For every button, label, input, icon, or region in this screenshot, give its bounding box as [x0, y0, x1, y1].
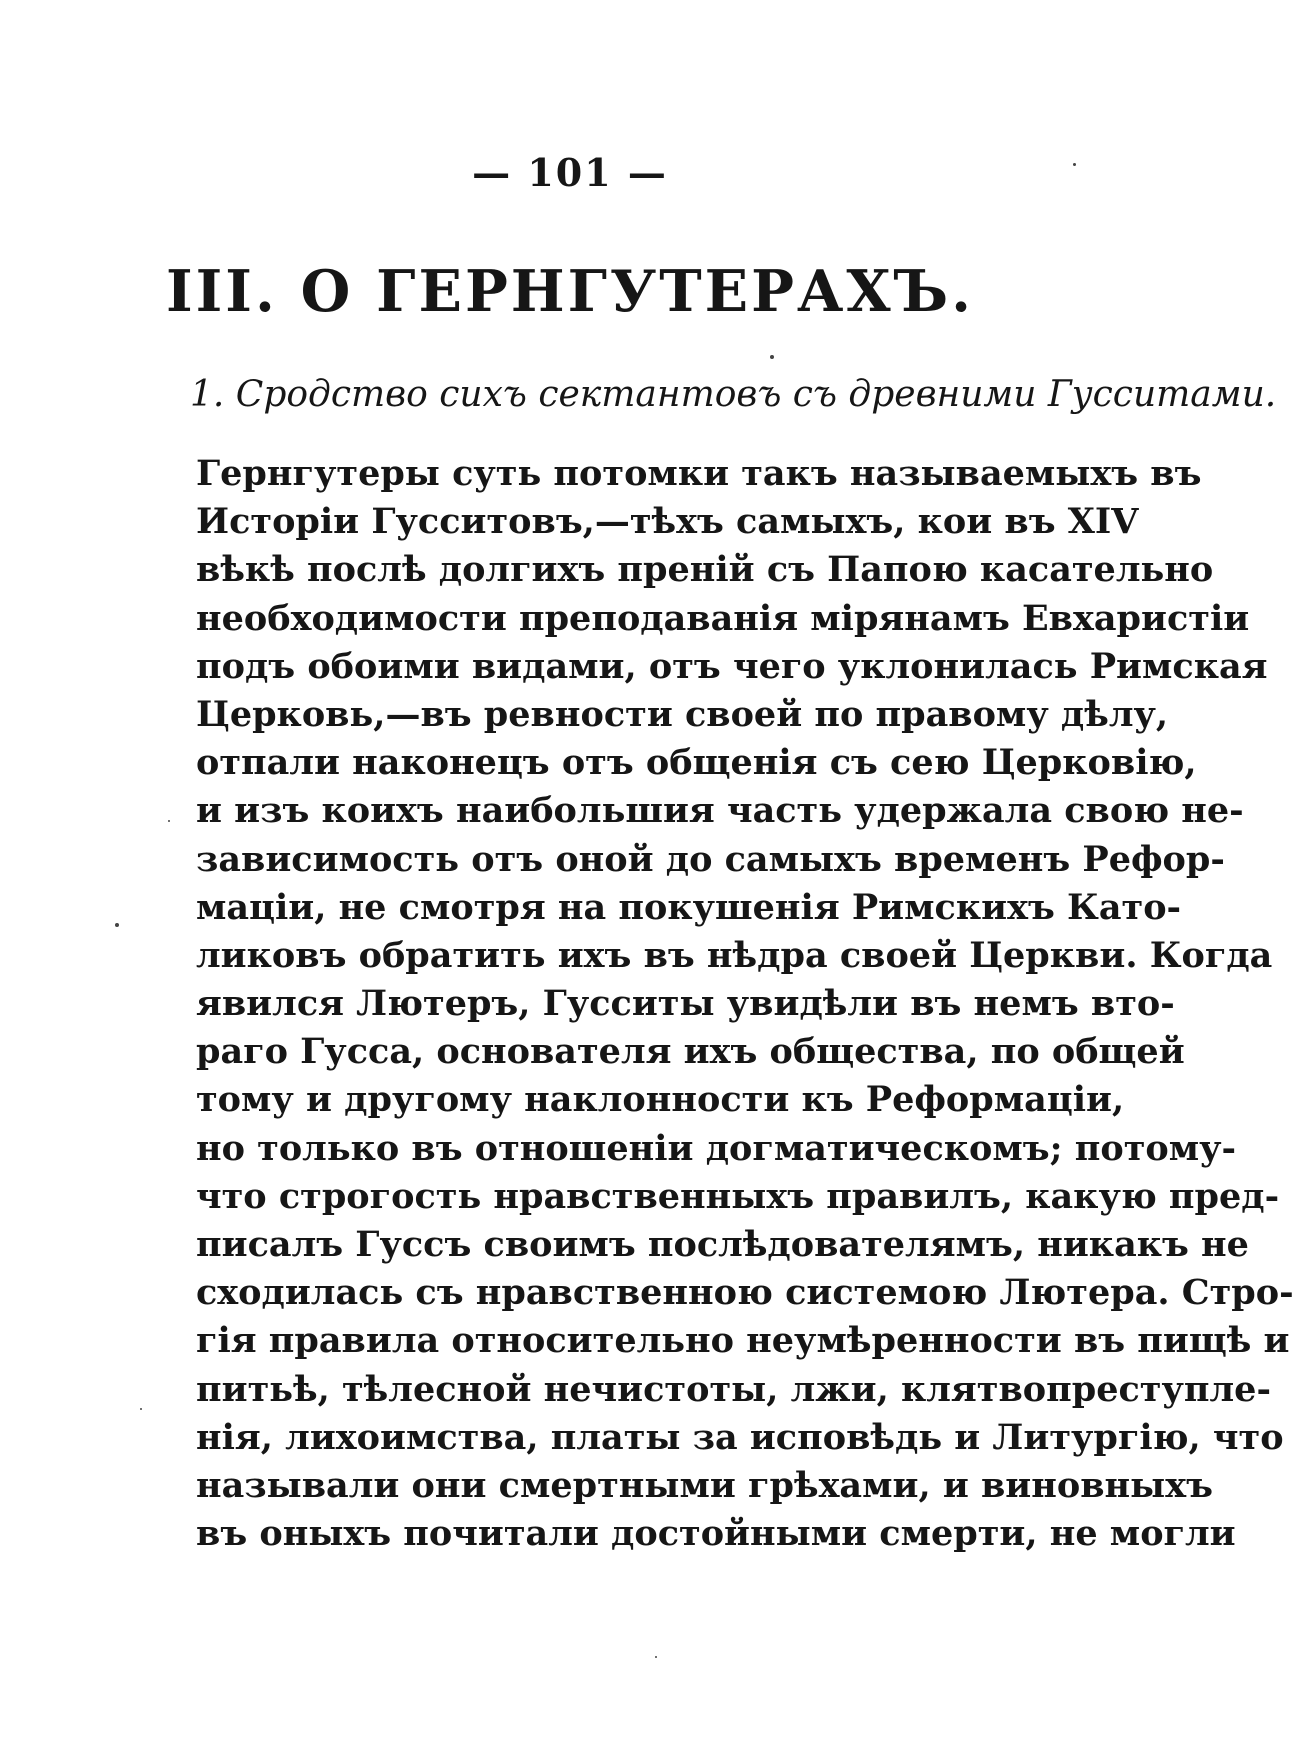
text-line: въ оныхъ почитали достойными смерти, не могли — [196, 1513, 1236, 1555]
text-line: подъ обоими видами, отъ чего уклонилась Римская — [196, 645, 1268, 687]
scan-speck — [770, 355, 774, 359]
text-line: и изъ коихъ наибольшия часть удержала свою не- — [196, 790, 1244, 832]
scan-speck — [140, 1408, 142, 1410]
text-line: зависимость отъ оной до самыхъ временъ Рефор- — [196, 838, 1225, 880]
text-line: маціи, не смотря на покушенія Римскихъ Като- — [196, 886, 1182, 928]
text-line: необходимости преподаванія мірянамъ Евхаристіи — [196, 597, 1250, 639]
text-line: Церковь,—въ ревности своей по правому дѣлу, — [196, 693, 1169, 735]
text-line: питьѣ, тѣлесной нечистоты, лжи, клятвопреступле- — [196, 1368, 1271, 1410]
text-line: гія правила относительно неумѣренности въ пищѣ и — [196, 1320, 1290, 1362]
body-text — [196, 450, 1294, 1558]
text-line: ликовъ обратить ихъ въ нѣдра своей Церкви. Когда — [196, 934, 1273, 976]
text-line: что строгость нравственныхъ правилъ, какую пред- — [196, 1175, 1280, 1217]
section-title: 1. Сродство сихъ сектантовъ съ древними Гусситами. — [190, 374, 1277, 415]
chapter-title: III. О ГЕРНГУТЕРАХЪ. — [165, 258, 975, 325]
text-line: Гернгутеры суть потомки такъ называемыхъ въ — [196, 453, 1202, 494]
text-line: тому и другому наклонности къ Реформаціи, — [196, 1079, 1125, 1121]
text-line: сходилась съ нравственною системою Лютера. Стро- — [196, 1272, 1294, 1314]
text-line: раго Гусса, основателя ихъ общества, по общей — [196, 1031, 1185, 1073]
text-line: явился Лютеръ, Гусситы увидѣли въ немъ вто- — [196, 983, 1175, 1025]
text-line: отпали наконецъ отъ общенія съ сею Церковію, — [196, 742, 1197, 784]
text-line: нія, лихоимства, платы за исповѣдь и Литургію, что — [196, 1416, 1284, 1458]
scan-speck — [115, 923, 119, 927]
text-line: писалъ Гуссъ своимъ послѣдователямъ, никакъ не — [196, 1224, 1249, 1265]
text-line: вѣкѣ послѣ долгихъ преній съ Папою касательно — [196, 549, 1214, 591]
scan-speck — [168, 820, 170, 822]
text-line: но только въ отношеніи догматическомъ; потому- — [196, 1127, 1237, 1169]
scan-speck — [655, 1656, 657, 1658]
text-line: называли они смертными грѣхами, и виновныхъ — [196, 1464, 1213, 1506]
text-line: Исторіи Гусситовъ,—тѣхъ самыхъ, кои въ XIV — [196, 501, 1139, 543]
page-number: — 101 — — [472, 150, 668, 195]
scan-speck — [1073, 163, 1076, 166]
